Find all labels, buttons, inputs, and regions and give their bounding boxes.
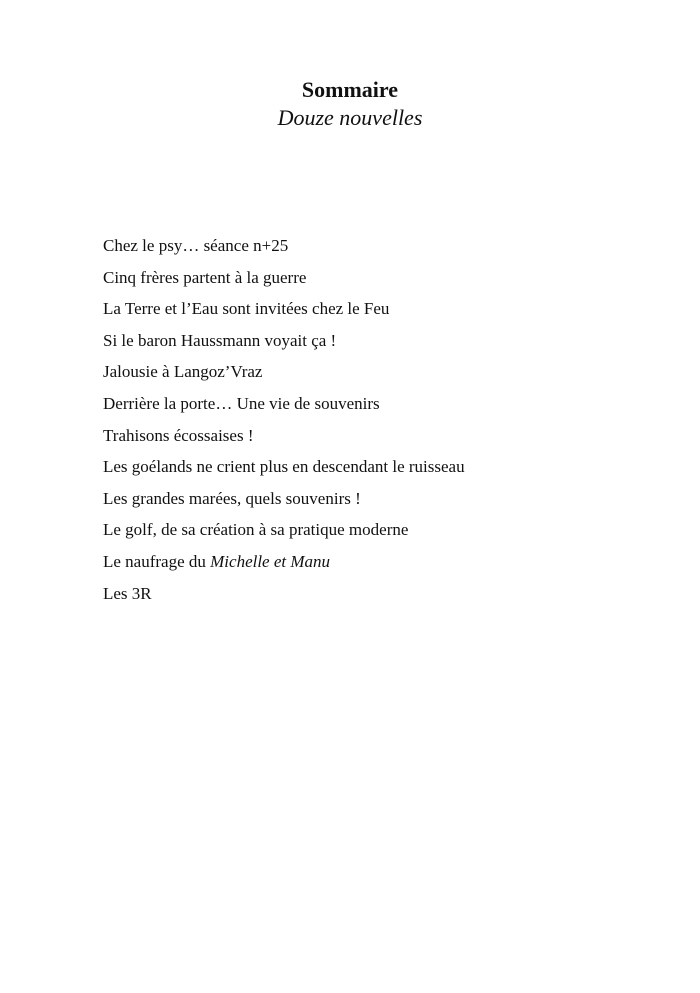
table-of-contents (103, 230, 465, 609)
page-header (0, 76, 700, 132)
toc-item-3: La Terre et l’Eau sont invitées chez le Feu (103, 299, 390, 319)
page-title: Sommaire (301, 77, 399, 102)
page-subtitle: Douze nouvelles (277, 105, 423, 130)
toc-item-8: Les goélands ne crient plus en descendant le ruisseau (103, 457, 465, 477)
toc-item-11-italic: Michelle et Manu (210, 551, 331, 571)
toc-item-2: Cinq frères partent à la guerre (103, 267, 307, 287)
toc-item-12: Les 3R (103, 583, 152, 603)
toc-item-11 (103, 546, 465, 578)
toc-item-5: Jalousie à Langoz’Vraz (103, 362, 263, 382)
toc-item-6: Derrière la porte… Une vie de souvenirs (103, 393, 380, 413)
toc-item-10: Le golf, de sa création à sa pratique moderne (103, 520, 409, 540)
toc-item-7: Trahisons écossaises ! (103, 425, 254, 445)
toc-item-9: Les grandes marées, quels souvenirs ! (103, 488, 361, 508)
toc-item-11-prefix: Le naufrage du (103, 551, 211, 571)
toc-item-4: Si le baron Haussmann voyait ça ! (103, 330, 337, 350)
toc-item-1: Chez le psy… séance n+25 (103, 236, 289, 255)
